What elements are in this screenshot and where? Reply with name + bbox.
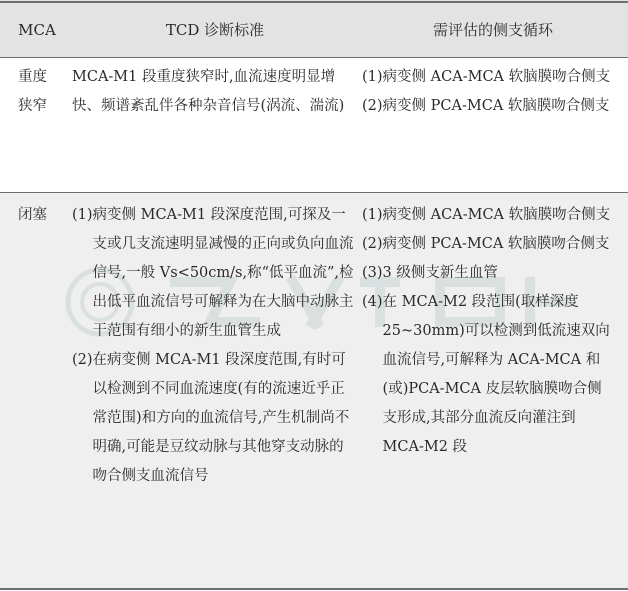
item-text: 在病变侧 MCA-M1 段深度范围,有时可以检测到不同血流速度(有的流速近乎正常范围)和方向的血流信号,产生机制尚不明确,可能是豆纹动脉与其他穿支动脉的吻合侧支血流信号 [92,352,350,484]
list-item [72,346,356,491]
item-number: (2) [72,352,93,368]
list-item [362,259,616,288]
item-number: (1) [362,69,383,85]
item-text: 病变侧 ACA-MCA 软脑膜吻合侧支 [382,207,611,223]
item-number: (4) [362,294,383,310]
top-rule [0,1,628,3]
item-text: 病变侧 MCA-M1 段深度范围,可探及一支或几支流速明显减慢的正向或负向血流信号,一般 Vs<50cm/s,称“低平血流”,检出低平血流信号可解释为在大脑中动脉主干范围有细小的新生血管生成 [92,207,354,339]
item-text: 在 MCA-M2 段范围(取样深度 25~30mm)可以检测到低流速双向血流信号,可解释为 ACA-MCA 和(或)PCA-MCA 皮层软脑膜吻合侧支形成,其部分血流反向灌注到 MCA-M2 段 [382,294,610,455]
list-item [72,201,356,346]
item-number: (1) [72,207,93,223]
header-col-mca: MCA [18,21,56,39]
row-occlusion-collaterals [362,201,616,462]
item-text: 病变侧 PCA-MCA 软脑膜吻合侧支 [382,98,610,114]
item-number: (3) [362,265,383,281]
list-item [362,230,616,259]
row-stenosis-mca [18,63,58,121]
header-col-criteria: TCD 诊断标准 [165,21,265,39]
bottom-rule [0,588,628,590]
item-number: (2) [362,98,383,114]
item-text: 病变侧 PCA-MCA 软脑膜吻合侧支 [382,236,610,252]
mca-type-label: 闭塞 [18,207,47,223]
list-item [362,92,616,121]
list-item [362,201,616,230]
header-rule [0,57,628,58]
row-occlusion-mca [18,201,58,230]
header-col-collaterals: 需评估的侧支循环 [432,21,553,39]
item-text: 3 级侧支新生血管 [382,265,498,281]
list-item [362,288,616,462]
item-number: (2) [362,236,383,252]
criteria-text: MCA-M1 段重度狭窄时,血流速度明显增快、频谱紊乱伴各种杂音信号(涡流、湍流) [72,69,345,114]
mca-type-label: 重度狭窄 [18,69,47,114]
item-text: 病变侧 ACA-MCA 软脑膜吻合侧支 [382,69,611,85]
row-stenosis-criteria [72,63,356,121]
row-stenosis-collaterals [362,63,616,121]
item-number: (1) [362,207,383,223]
list-item [362,63,616,92]
row-occlusion-criteria [72,201,356,491]
